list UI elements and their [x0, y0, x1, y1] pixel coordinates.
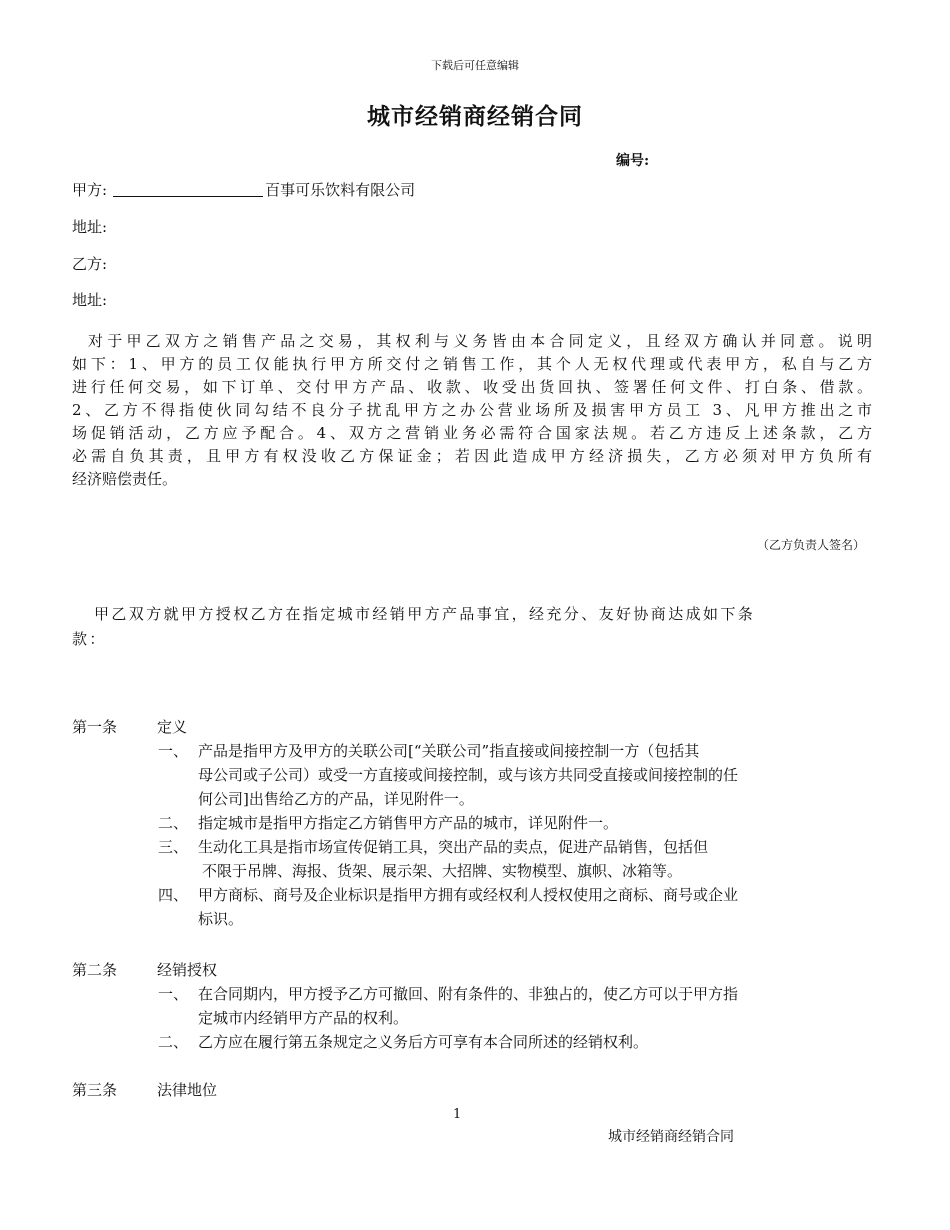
item-line: 产品是指甲方及甲方的关联公司[“关联公司”指直接或间接控制一方（包括其	[198, 742, 700, 760]
item-line: 指定城市是指甲方指定乙方销售甲方产品的城市，详见附件一。	[198, 814, 619, 832]
item-line: 定城市内经销甲方产品的权利。	[198, 1009, 409, 1027]
contract-number-label: 编号:	[616, 153, 650, 169]
notice-line: 进行任何交易，如下订单、交付甲方产品、收款、收受出货回执、签署任何文件、打白条、借款。	[72, 378, 872, 396]
address-a-label: 地址:	[72, 218, 108, 236]
party-a-label: 甲方:	[72, 181, 108, 199]
page-header: 下载后可任意编辑	[431, 59, 519, 72]
item-line: 不限于吊牌、海报、货架、展示架、大招牌、实物模型、旗帜、冰箱等。	[202, 862, 683, 880]
item-line: 在合同期内，甲方授予乙方可撤回、附有条件的、非独占的，使乙方可以于甲方指	[198, 985, 739, 1003]
item-marker: 四、	[158, 886, 189, 904]
item-line: 何公司]出售给乙方的产品，详见附件一。	[198, 790, 474, 808]
intro-paragraph	[72, 602, 872, 652]
notice-line: 场促销活动，乙方应予配合。4、双方之营销业务必需符合国家法规。若乙方违反上述条款，乙方	[72, 424, 872, 442]
article-number: 第一条	[72, 718, 118, 736]
notice-line: 对于甲乙双方之销售产品之交易，其权利与义务皆由本合同定义，且经双方确认并同意。说明	[88, 332, 872, 350]
address-b-label: 地址:	[72, 291, 108, 309]
item-marker: 二、	[158, 1033, 189, 1051]
notice-line: 必需自负其责，且甲方有权没收乙方保证金；若因此造成甲方经济损失，乙方必须对甲方负所有	[72, 447, 872, 465]
article-number: 第二条	[72, 961, 118, 979]
article-heading	[72, 716, 187, 737]
party-b-label: 乙方:	[72, 255, 108, 273]
item-line: 乙方应在履行第五条规定之义务后方可享有本合同所述的经销权利。	[198, 1033, 649, 1051]
document-title: 城市经销商经销合同	[367, 103, 583, 130]
signature-note: （乙方负责人签名）	[757, 538, 866, 552]
item-line: 母公司或子公司）或受一方直接或间接控制，或与该方共同受直接或间接控制的任	[198, 766, 739, 784]
item-marker: 三、	[158, 838, 189, 856]
notice-line: 经济赔偿责任。	[72, 470, 178, 488]
item-marker: 一、	[158, 985, 189, 1003]
page-number: 1	[453, 1107, 462, 1122]
item-marker: 二、	[158, 814, 189, 832]
party-a-blank-line	[113, 182, 263, 197]
notice-paragraph	[72, 330, 872, 491]
article-title: 经销授权	[157, 961, 218, 979]
article-title: 定义	[157, 718, 188, 736]
item-line: 甲方商标、商号及企业标识是指甲方拥有或经权利人授权使用之商标、商号或企业	[198, 886, 739, 904]
item-line: 生动化工具是指市场宣传促销工具，突出产品的卖点，促进产品销售，包括但	[198, 838, 709, 856]
intro-line: 款：	[72, 630, 107, 648]
article-number: 第三条	[72, 1081, 118, 1099]
intro-line: 甲乙双方就甲方授权乙方在指定城市经销甲方产品事宜，经充分、友好协商达成如下条	[94, 605, 756, 623]
article-heading	[72, 1079, 217, 1100]
article-heading	[72, 959, 217, 980]
page-footer: 城市经销商经销合同	[608, 1129, 734, 1145]
party-a-row	[72, 179, 415, 200]
notice-line: 2、乙方不得指使伙同勾结不良分子扰乱甲方之办公营业场所及损害甲方员工 3、凡甲方推出之市	[72, 401, 872, 419]
item-marker: 一、	[158, 742, 189, 760]
notice-line: 如下：1、甲方的员工仅能执行甲方所交付之销售工作，其个人无权代理或代表甲方，私自与乙方	[72, 355, 872, 373]
party-a-value: 百事可乐饮料有限公司	[265, 181, 416, 199]
article-title: 法律地位	[157, 1081, 218, 1099]
item-line: 标识。	[198, 910, 244, 928]
